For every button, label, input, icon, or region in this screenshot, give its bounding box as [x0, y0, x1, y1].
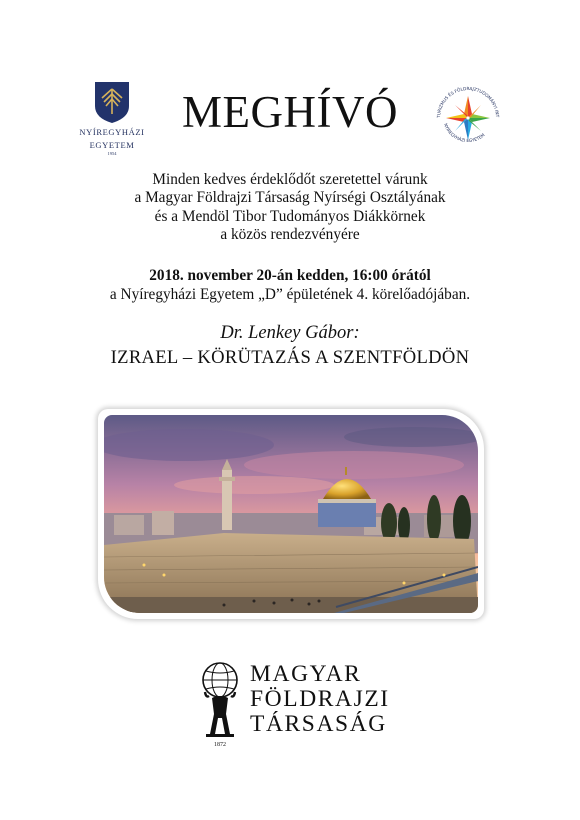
svg-text:NYÍREGYHÁZI EGYETEM — [442, 123, 486, 144]
event-location: a Nyíregyházi Egyetem „D” épületének 4. körelőadójában. — [109, 286, 471, 303]
atlas-globe-icon — [196, 662, 246, 748]
intro-line-3: és a Mendöl Tibor Tudományos Diákkörnek — [154, 207, 426, 225]
intro-line-1: Minden kedves érdeklődőt szeretettel várunk — [152, 171, 428, 188]
page-title: MEGHÍVÓ — [182, 87, 398, 137]
speaker-name: Dr. Lenkey Gábor: — [220, 323, 360, 343]
university-shield-icon — [93, 80, 131, 124]
compass-ring-top-text: TURIZMUS ÉS FÖLDRAJZTUDOMÁNYI INT — [436, 86, 500, 119]
jerusalem-photo — [104, 415, 478, 613]
invitation-intro — [70, 171, 510, 245]
compass-ring-bottom-text: NYÍREGYHÁZI EGYETEM — [442, 122, 487, 145]
society-founding-year: 1872 — [214, 742, 226, 748]
society-name-line-1: MAGYAR — [250, 661, 362, 687]
intro-line-2: a Magyar Földrajzi Társaság Nyírségi Osztályának — [134, 189, 446, 207]
university-name: NYÍREGYHÁZI — [79, 127, 145, 137]
nyiregyhazi-egyetem-logo — [72, 80, 152, 162]
jerusalem-skyline-image — [104, 415, 478, 613]
university-subname: EGYETEM — [89, 140, 135, 150]
event-details — [60, 266, 520, 304]
society-name-line-3: TÁRSASÁG — [250, 711, 387, 737]
university-year: 1954 — [107, 151, 117, 156]
society-atlas-logo — [196, 662, 246, 748]
society-name — [250, 662, 410, 737]
society-name-line-2: FÖLDRAJZI — [250, 686, 390, 712]
event-date: 2018. november 20-án kedden, 16:00 órától — [149, 267, 431, 284]
institute-compass-logo — [430, 80, 506, 156]
compass-rose-icon — [430, 80, 506, 156]
intro-line-4: a közös rendezvényére — [220, 226, 360, 244]
talk-title: IZRAEL – KÖRÜTAZÁS A SZENTFÖLDÖN — [110, 347, 470, 368]
